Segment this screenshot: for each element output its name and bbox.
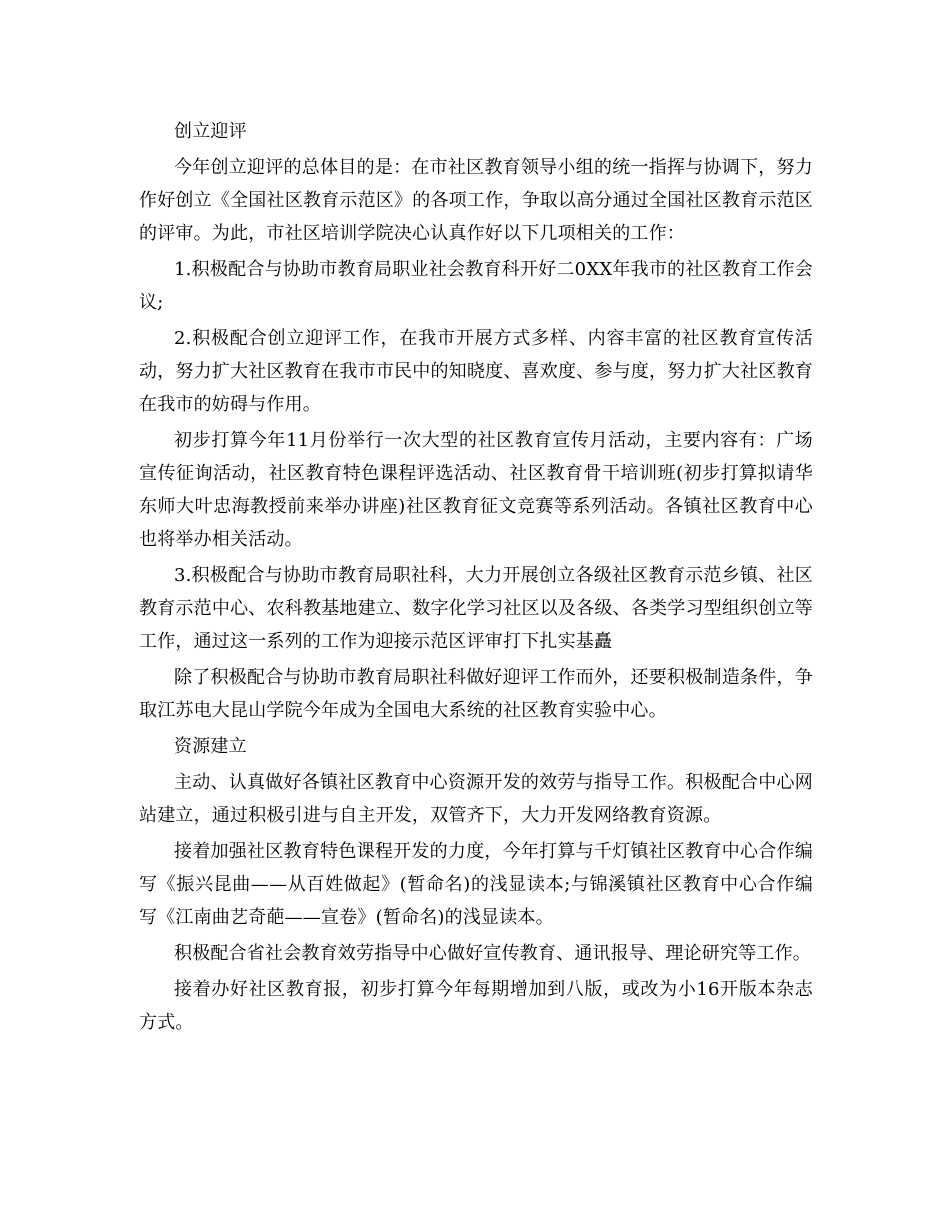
paragraph-course-development: 接着加强社区教育特色课程开发的力度，今年打算与千灯镇社区教育中心合作编写《振兴昆曲——从百姓做起》(暂命名)的浅显读本;与锦溪镇社区教育中心合作编写《江南曲艺奇葩——宣卷》(暂命名)的浅显读本。 <box>139 841 813 928</box>
document-body <box>139 115 813 1042</box>
paragraph-community-newspaper: 接着办好社区教育报，初步打算今年每期增加到八版，或改为小16开版本杂志方式。 <box>139 979 813 1033</box>
list-item-2: 2.积极配合创立迎评工作，在我市开展方式多样、内容丰富的社区教育宣传活动，努力扩大社区教育在我市市民中的知晓度、喜欢度、参与度，努力扩大社区教育在我市的妨碍与作用。 <box>139 328 813 415</box>
section-heading-chuangli-yingping: 创立迎评 <box>174 121 247 142</box>
list-item-3: 3.积极配合与协助市教育局职社科，大力开展创立各级社区教育示范乡镇、社区教育示范中心、农科教基地建立、数字化学习社区以及各级、各类学习型组织创立等工作，通过这一系列的工作为迎接示范区评审打下扎实基矗 <box>139 565 813 652</box>
paragraph-publicity-month: 初步打算今年11月份举行一次大型的社区教育宣传月活动，主要内容有：广场宣传征询活动，社区教育特色课程评选活动、社区教育骨干培训班(初步打算拟请华东师大叶忠海教授前来举办讲座)社区教育征文竞赛等系列活动。各镇社区教育中心也将举办相关活动。 <box>139 430 813 550</box>
list-item-1: 1.积极配合与协助市教育局职业社会教育科开好二0XX年我市的社区教育工作会议; <box>139 259 813 313</box>
paragraph-provincial-cooperation: 积极配合省社会教育效劳指导中心做好宣传教育、通讯报导、理论研究等工作。 <box>174 943 811 964</box>
section-heading-ziyuan-jianli: 资源建立 <box>174 736 247 757</box>
paragraph-overall-goal: 今年创立迎评的总体目的是：在市社区教育领导小组的统一指挥与协调下，努力作好创立《全国社区教育示范区》的各项工作，争取以高分通过全国社区教育示范区的评审。为此，市社区培训学院决心认真作好以下几项相关的工作： <box>139 157 813 244</box>
paragraph-resource-development: 主动、认真做好各镇社区教育中心资源开发的效劳与指导工作。积极配合中心网站建立，通过积极引进与自主开发，双管齐下，大力开发网络教育资源。 <box>139 772 813 826</box>
paragraph-experiment-center: 除了积极配合与协助市教育局职社科做好迎评工作而外，还要积极制造条件，争取江苏电大昆山学院今年成为全国电大系统的社区教育实验中心。 <box>139 667 813 721</box>
